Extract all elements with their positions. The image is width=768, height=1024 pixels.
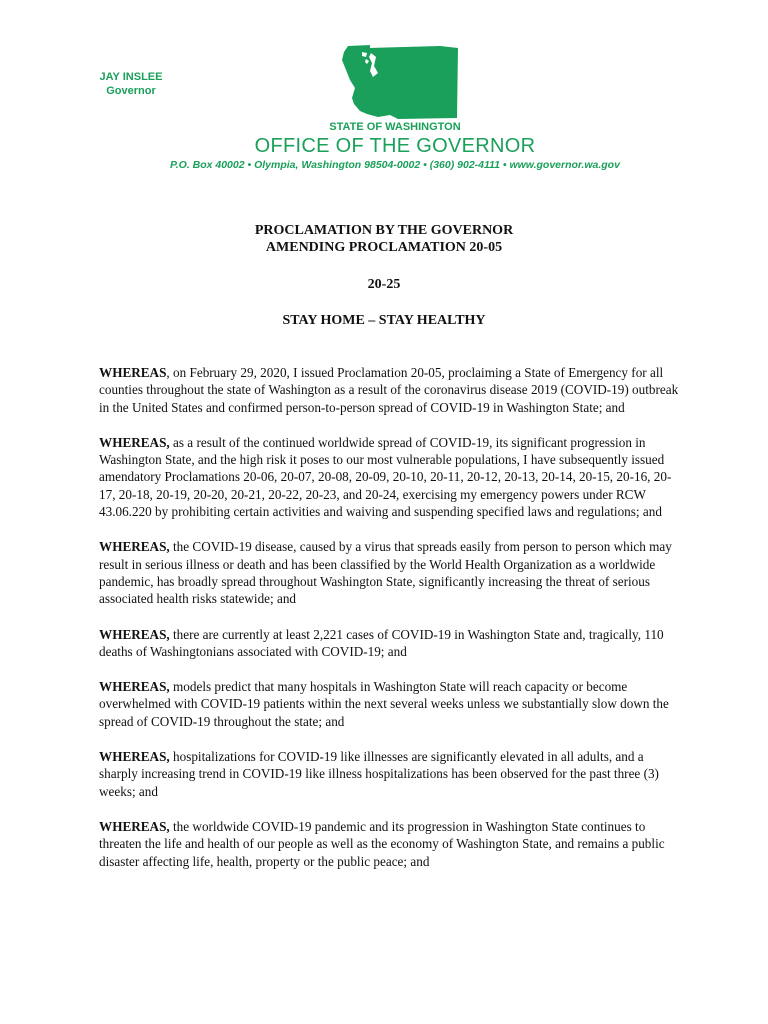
whereas-text: hospitalizations for COVID-19 like illnesses are significantly elevated in all adults, and a sharply increasing trend in COVID-19 like illness hospitalizations has been observed for the past three (3) weeks; and xyxy=(99,749,659,799)
whereas-paragraph xyxy=(99,434,679,520)
proclamation-subtitle: STAY HOME – STAY HEALTHY xyxy=(282,313,486,328)
whereas-lead: WHEREAS, xyxy=(99,626,170,642)
whereas-text: there are currently at least 2,221 cases of COVID-19 in Washington State and, tragically, 110 deaths of Washingtonians associated with COVID-19; and xyxy=(99,626,664,659)
whereas-text: the worldwide COVID-19 pandemic and its progression in Washington State continues to threaten the life and health of our people as well as the economy of Washington State, and remains a public disaster affecting life, health, property or the public peace; and xyxy=(99,818,665,869)
whereas-paragraph xyxy=(99,538,679,607)
whereas-text: the COVID-19 disease, caused by a virus that spreads easily from person to person which may result in serious illness or death and has been classified by the World Health Organization as a worldwide pandemic, has broadly spread throughout Washington State, significantly increasing the threat of serious associated health risks statewide; and xyxy=(99,539,672,607)
whereas-paragraph xyxy=(99,364,679,416)
state-of-washington: STATE OF WASHINGTON xyxy=(329,121,461,133)
governor-name-block xyxy=(96,70,166,98)
whereas-paragraph xyxy=(99,626,679,661)
proclamation-title: PROCLAMATION BY THE GOVERNOR xyxy=(254,223,514,238)
whereas-text: models predict that many hospitals in Washington State will reach capacity or become overwhelmed with COVID-19 patients within the next several weeks unless we substantially slow down the spread of COVID-19 throughout the state; and xyxy=(99,679,669,729)
governor-title: Governor xyxy=(106,85,156,97)
whereas-text: , on February 29, 2020, I issued Proclamation 20-05, proclaiming a State of Emergency for all counties throughout the state of Washington as a result of the coronavirus disease 2019 (COVID-19) outbreak in the United States and confirmed person-to-person spread of COVID-19 in Washington State; and xyxy=(99,365,679,415)
whereas-paragraph xyxy=(99,818,679,870)
whereas-lead: WHEREAS, xyxy=(99,818,170,834)
proclamation-number: 20-25 xyxy=(367,277,401,292)
whereas-text: as a result of the continued worldwide spread of COVID-19, its significant progression in Washington State, and the high risk it poses to our most vulnerable populations, I have subsequently issued amendatory Proclamations 20-06, 20-07, 20-08, 20-09, 20-10, 20-11, 20-12, 20-13, 20-14, 20-15, 20-16, 20-17, 20-18, 20-19, 20-20, 20-21, 20-22, 20-23, and 20-24, exercising my emergency powers under RCW 43.06.220 by prohibiting certain activities and waiving and suspending specified laws and regulations; and xyxy=(99,434,672,520)
whereas-lead: WHEREAS xyxy=(99,365,167,380)
office-letterhead xyxy=(150,120,640,172)
proclamation-amending: AMENDING PROCLAMATION 20-05 xyxy=(265,240,503,255)
whereas-lead: WHEREAS, xyxy=(99,679,170,695)
whereas-paragraph xyxy=(99,748,679,800)
whereas-lead: WHEREAS, xyxy=(99,434,170,450)
whereas-paragraph xyxy=(99,678,679,730)
proclamation-body xyxy=(99,364,679,888)
whereas-lead: WHEREAS, xyxy=(99,539,170,555)
office-of-the-governor: OFFICE OF THE GOVERNOR xyxy=(254,135,536,157)
washington-state-map-icon xyxy=(340,44,460,120)
office-address: P.O. Box 40002 • Olympia, Washington 98504-0002 • (360) 902-4111 • www.governor.wa.gov xyxy=(170,159,620,171)
whereas-lead: WHEREAS, xyxy=(99,749,170,765)
governor-name: JAY INSLEE xyxy=(99,71,163,83)
